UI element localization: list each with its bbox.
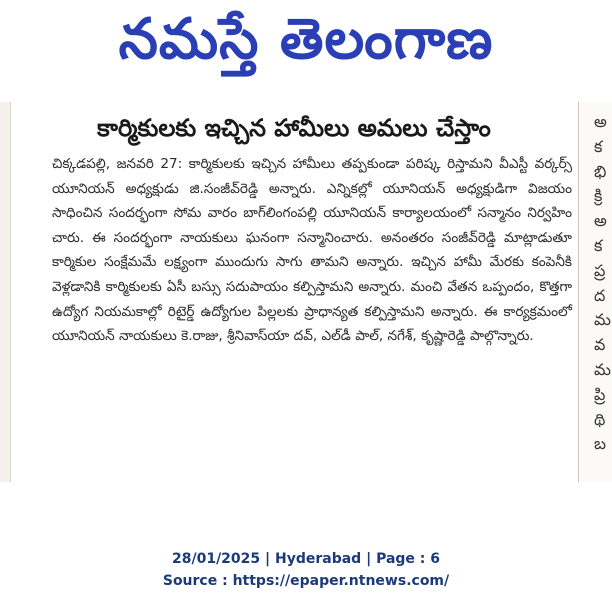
footer-source: Source : https://epaper.ntnews.com/ [162,573,450,589]
adjacent-column-char: మ [594,360,611,379]
page-footer [0,548,612,592]
adjacent-column-char: క [594,136,603,156]
adjacent-column-char: క్రి [594,186,603,206]
adjacent-column-edge-left [0,102,11,482]
adjacent-column-char: అ [594,211,607,231]
newspaper-name: నమస్తే తెలంగాణ [118,7,494,72]
adjacent-column-char: క [594,236,603,255]
adjacent-column-char: ప్ర [594,260,606,280]
footer-date-location: 28/01/2025 | Hyderabad | Page : 6 [171,551,441,567]
adjacent-column-char: ద [594,285,606,305]
article-paragraph: చిక్కడపల్లి, జనవరి 27: కార్మికులకు ఇచ్చిన హామీలు తప్పకుండా పరిష్క రిస్తామని వీఎస్టీ వర్కర్స్ యూనియన్ అధ్యక్షుడు జి.సంజీవ్‌రెడ్డి అన్నారు. ఎన్నికల్లో యూనియన్ అధ్యక్షుడిగా విజయం సాధించిన సందర్భంగా సోమ వారం బాగ్‌లింగంపల్లి యూనియన్ కార్యాలయంలో సన్మానం నిర్వహిం చారు. ఈ సందర్భంగా నాయకులు ఘనంగా సన్మానించారు. అనంతరం సంజీవ్‌రెడ్డి మాట్లాడుతూ కార్మికుల సంక్షేమమే లక్ష్యంగా ముందుగు సాగు తామని అన్నారు. ఇచ్చిన హామీ మేరకు కంపెనీకి వెళ్లడానికి కార్మికులకు ఏసీ బస్సు సదుపాయం కల్పిస్తామని అన్నారు. మంచి వేతన ఒప్పందం, కొత్తగా ఉద్యోగ నియమకాల్లో రిటైర్డ్ ఉద్యోగుల పిల్లలకు ప్రాధాన్యత కల్పిస్తామని అన్నారు. ఈ కార్యక్రమంలో యూనియన్ నాయకులు కె.రాజు, శ్రీనివాస్‌యా దవ్, ఎల్‌డీ పాల్, నగేశ్, కృష్ణారెడ్డి పాల్గొన్నారు. [52,156,572,345]
news-clipping [0,102,612,482]
masthead [0,0,612,80]
adjacent-column-char: భి [594,161,607,181]
adjacent-column-char: మ [594,310,611,330]
adjacent-column-char: వ [594,335,606,355]
adjacent-column-char: ప్రి [594,384,606,404]
article-headline: కార్మికులకు ఇచ్చిన హామీలు అమలు చేస్తాం [97,114,491,142]
adjacent-column-char: థి [594,409,606,429]
adjacent-column-char: బ [594,434,607,454]
adjacent-column-char: అ [594,112,607,131]
article-body [52,152,572,349]
